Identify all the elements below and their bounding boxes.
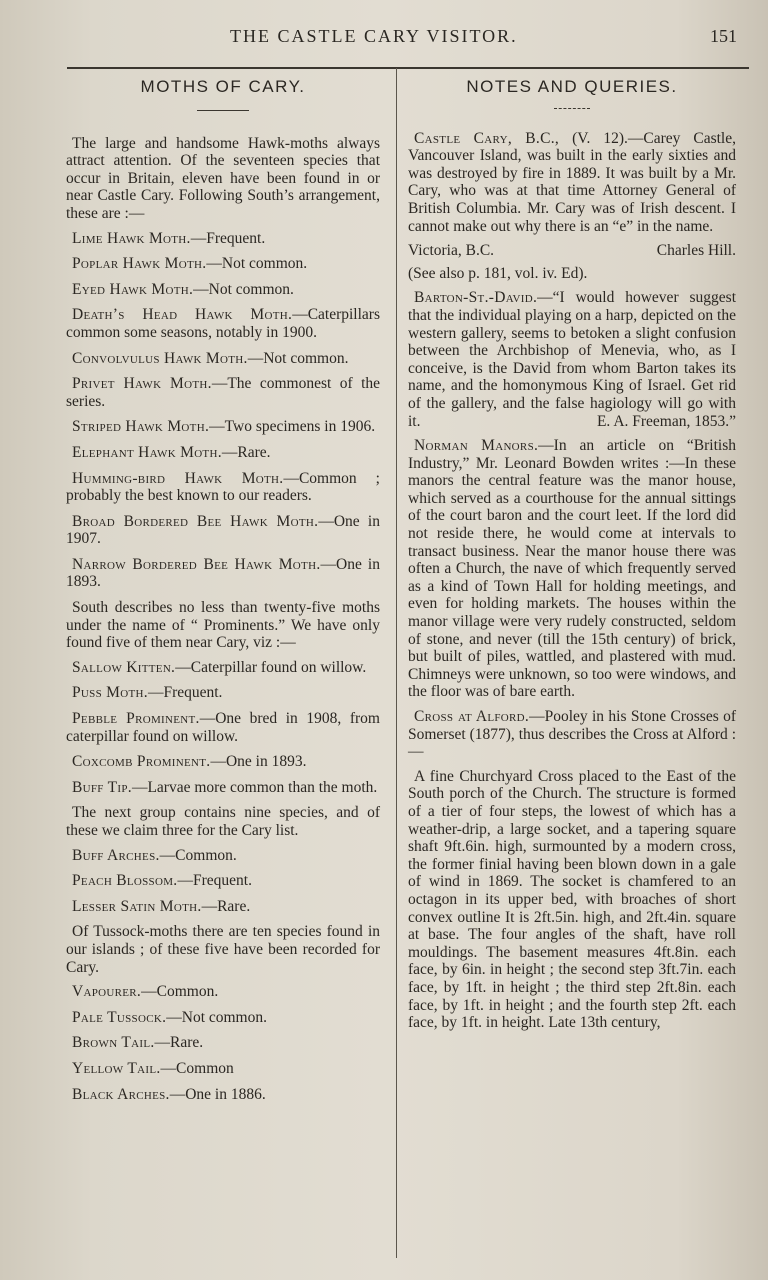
note-heading: Norman Manors. xyxy=(414,437,539,455)
moth-entry xyxy=(66,872,380,890)
moth-name: Buff Arches. xyxy=(72,846,160,864)
moth-desc: —Rare. xyxy=(201,897,251,915)
running-head xyxy=(0,22,768,52)
signature-place: Victoria, B.C. xyxy=(408,242,495,260)
moth-name: Eyed Hawk Moth. xyxy=(72,280,194,298)
note-body: —Pooley in his Stone Crosses of Somerset (1877), thus describes the Cross at Alford :— xyxy=(408,708,737,761)
moth-name: Narrow Bordered Bee Hawk Moth. xyxy=(72,555,321,573)
moth-entry xyxy=(66,230,380,248)
moth-name: Elephant Hawk Moth. xyxy=(72,443,222,461)
note-body: —In an article on “British Industry,” Mr. Leonard Bowden writes :—In these manors the central feature was the manor house, which served as a courthouse for the annual sittings of the court baron and the court leet. If the lord did not reside there, he would come at intervals to transact business. Near the manor house there was often a Church, the nave of which frequently served as a kind of Town Hall for holding meetings, and even for holding markets. The houses within the manor village were very rudely constructed, seldom of stone, and never (till the 15th century) of brick, but built of piles, wattled, and plastered with mud. Chimneys were unknown, so too were windows, and the floor was of bare earth. xyxy=(408,437,737,701)
moth-name: Lime Hawk Moth. xyxy=(72,229,191,247)
moth-name: Yellow Tail. xyxy=(72,1059,161,1077)
moth-entry xyxy=(66,255,380,273)
note-heading: Barton-St.-David. xyxy=(414,289,538,307)
moth-name: Coxcomb Prominent. xyxy=(72,753,211,771)
moth-name: Brown Tail. xyxy=(72,1034,155,1052)
moth-name: Peach Blossom. xyxy=(72,872,178,890)
moth-desc: —Caterpillar found on willow. xyxy=(175,658,367,676)
right-column xyxy=(408,72,736,1039)
moth-name: Pale Tussock. xyxy=(72,1008,167,1026)
moth-desc: —Rare. xyxy=(221,443,271,461)
column-divider xyxy=(396,68,397,1258)
moth-name: Death’s Head Hawk Moth. xyxy=(72,306,293,324)
moth-name: Buff Tip. xyxy=(72,778,132,796)
moth-desc: —One in 1907. xyxy=(66,512,380,548)
note-heading: Cross at Alford. xyxy=(414,708,530,725)
moth-desc: —Frequent. xyxy=(147,684,223,702)
article-title-moths: MOTHS OF CARY. xyxy=(140,77,306,96)
moth-desc: —Common xyxy=(160,1059,234,1077)
moth-entry xyxy=(66,1060,380,1078)
header-rule xyxy=(67,67,749,69)
moth-desc: —Not common. xyxy=(247,349,349,367)
moth-desc: —The commonest of the series. xyxy=(66,375,381,410)
moth-desc: —Common. xyxy=(141,983,219,1001)
moth-entry xyxy=(66,418,380,436)
moth-name: Broad Bordered Bee Hawk Moth. xyxy=(72,512,319,530)
moth-entry xyxy=(66,513,380,548)
moth-name: Vapourer. xyxy=(72,983,142,1001)
title-rule xyxy=(197,110,249,111)
note-heading: Castle Cary, B.C., xyxy=(414,129,560,147)
moth-desc: —Not common. xyxy=(166,1008,267,1026)
cross-quote: A fine Churchyard Cross placed to the East of the South porch of the Church. The structure is formed of a tier of four steps, the lowest of which has a weather-drip, a large socket, and a tapering square shaft 9ft.6in. high, surmounted by a modern cross, the former finial having been blown down in a gale of wind in 1869. The socket is chamfered to an octagon in its upper bed, with broaches of short convex outline It is 2ft.5in. high, and 2ft.4in. square at base. The four angles of the shaft, have roll mouldings. The basement measures 4ft.8in. each face, by 6in. in height ; the second step 3ft.7in. each face, by 1ft. in height ; the third step 2ft.8in. each face, by 1ft. in height ; and the fourth step 2ft. each face, by 1ft. in height. Late 13th century, xyxy=(408,767,736,1032)
moth-desc: —Not common. xyxy=(206,255,308,273)
moth-entry xyxy=(66,444,380,462)
moth-entry xyxy=(66,684,380,702)
moth-entry xyxy=(66,1086,380,1104)
moth-name: Humming-bird Hawk Moth. xyxy=(72,469,284,487)
moth-entry xyxy=(66,470,380,505)
moth-entry xyxy=(66,659,380,677)
moth-entry xyxy=(66,1034,380,1052)
moth-entry xyxy=(66,306,380,341)
moth-entry xyxy=(66,753,380,771)
moth-entry xyxy=(66,281,380,299)
moth-desc: —Common ; probably the best known to our readers. xyxy=(66,469,380,505)
moth-entry xyxy=(66,375,380,410)
moth-name: Privet Hawk Moth. xyxy=(72,375,212,393)
note-castle-cary xyxy=(408,130,736,236)
editor-note: (See also p. 181, vol. iv. Ed). xyxy=(408,264,588,282)
moth-name: Pebble Prominent. xyxy=(72,710,200,728)
moth-desc: —One in 1893. xyxy=(66,555,380,591)
moth-desc: —Common. xyxy=(159,846,237,864)
moth-name: Black Arches. xyxy=(72,1085,170,1103)
moth-entry xyxy=(66,898,380,916)
moth-desc: —Larvae more common than the moth. xyxy=(131,778,378,796)
moth-desc: —One bred in 1908, from caterpillar found on willow. xyxy=(66,710,380,745)
prominents-intro: South describes no less than twenty-five moths under the name of “ Prominents.” We have only found five of them near Cary, viz :— xyxy=(66,599,380,652)
title-rule xyxy=(554,108,590,110)
moths-intro: The large and handsome Hawk-moths always attract attention. Of the seventeen species that occur in Britain, eleven have been found in or near Castle Cary. Following South’s arrangement, these are :— xyxy=(66,134,380,222)
note-body: (V. 12).—Carey Castle, Vancouver Island, was built in the early sixties and was destroyed by fire in 1889. It was built by a Mr. Cary, who was at that time Attorney General of British Columbia. Mr. Cary was of Irish descent. I cannot make out why there is an “e” in the name. xyxy=(408,129,736,235)
note-norman-manors xyxy=(408,437,736,701)
moth-desc: —One in 1886. xyxy=(169,1085,266,1103)
group-intro: The next group contains nine species, and of these we claim three for the Cary list. xyxy=(66,804,380,839)
moth-entry xyxy=(66,1009,380,1027)
moth-entry xyxy=(66,983,380,1001)
article-title-notes: NOTES AND QUERIES. xyxy=(466,77,678,96)
moth-desc: —Frequent. xyxy=(177,872,252,890)
moth-entry xyxy=(66,847,380,865)
moth-desc: —Frequent. xyxy=(190,229,266,247)
note-barton xyxy=(408,289,736,430)
moth-name: Sallow Kitten. xyxy=(72,658,176,676)
moth-desc: —Not common. xyxy=(193,280,294,298)
note-body: —“I would however suggest that the individual playing on a harp, depicted on the western gallery, seems to betoken a slight confusion between the Archbishop of Menevia, who, as I conceive, is the David from whom Barton takes its name, and the homonymous King of Israel. Get rid of the gallery, and the false hagiology will go with it. xyxy=(408,289,736,430)
signature-author: Charles Hill. xyxy=(656,242,736,260)
moth-entry xyxy=(66,710,380,745)
moth-name: Poplar Hawk Moth. xyxy=(72,255,207,273)
moth-desc: —Rare. xyxy=(154,1034,204,1052)
moth-entry xyxy=(66,556,380,591)
running-title: THE CASTLE CARY VISITOR. xyxy=(230,26,518,46)
left-column xyxy=(66,72,380,1111)
page-number: 151 xyxy=(710,26,737,46)
moth-name: Convolvulus Hawk Moth. xyxy=(72,349,248,367)
moth-desc: —Two specimens in 1906. xyxy=(209,418,376,436)
moth-entry xyxy=(66,350,380,368)
moth-entry xyxy=(66,779,380,797)
moth-desc: —Caterpillars common some seasons, notably in 1900. xyxy=(66,306,380,341)
note-signature xyxy=(408,242,736,260)
moth-name: Lesser Satin Moth. xyxy=(72,897,202,915)
moth-desc: —One in 1893. xyxy=(210,753,307,771)
moth-name: Puss Moth. xyxy=(72,684,148,702)
signature-author: E. A. Freeman, 1853.” xyxy=(596,412,736,430)
note-cross-alford xyxy=(408,708,736,761)
moth-name: Striped Hawk Moth. xyxy=(72,418,210,436)
tussock-intro: Of Tussock-moths there are ten species found in our islands ; of these five have been recorded for Cary. xyxy=(66,923,380,976)
